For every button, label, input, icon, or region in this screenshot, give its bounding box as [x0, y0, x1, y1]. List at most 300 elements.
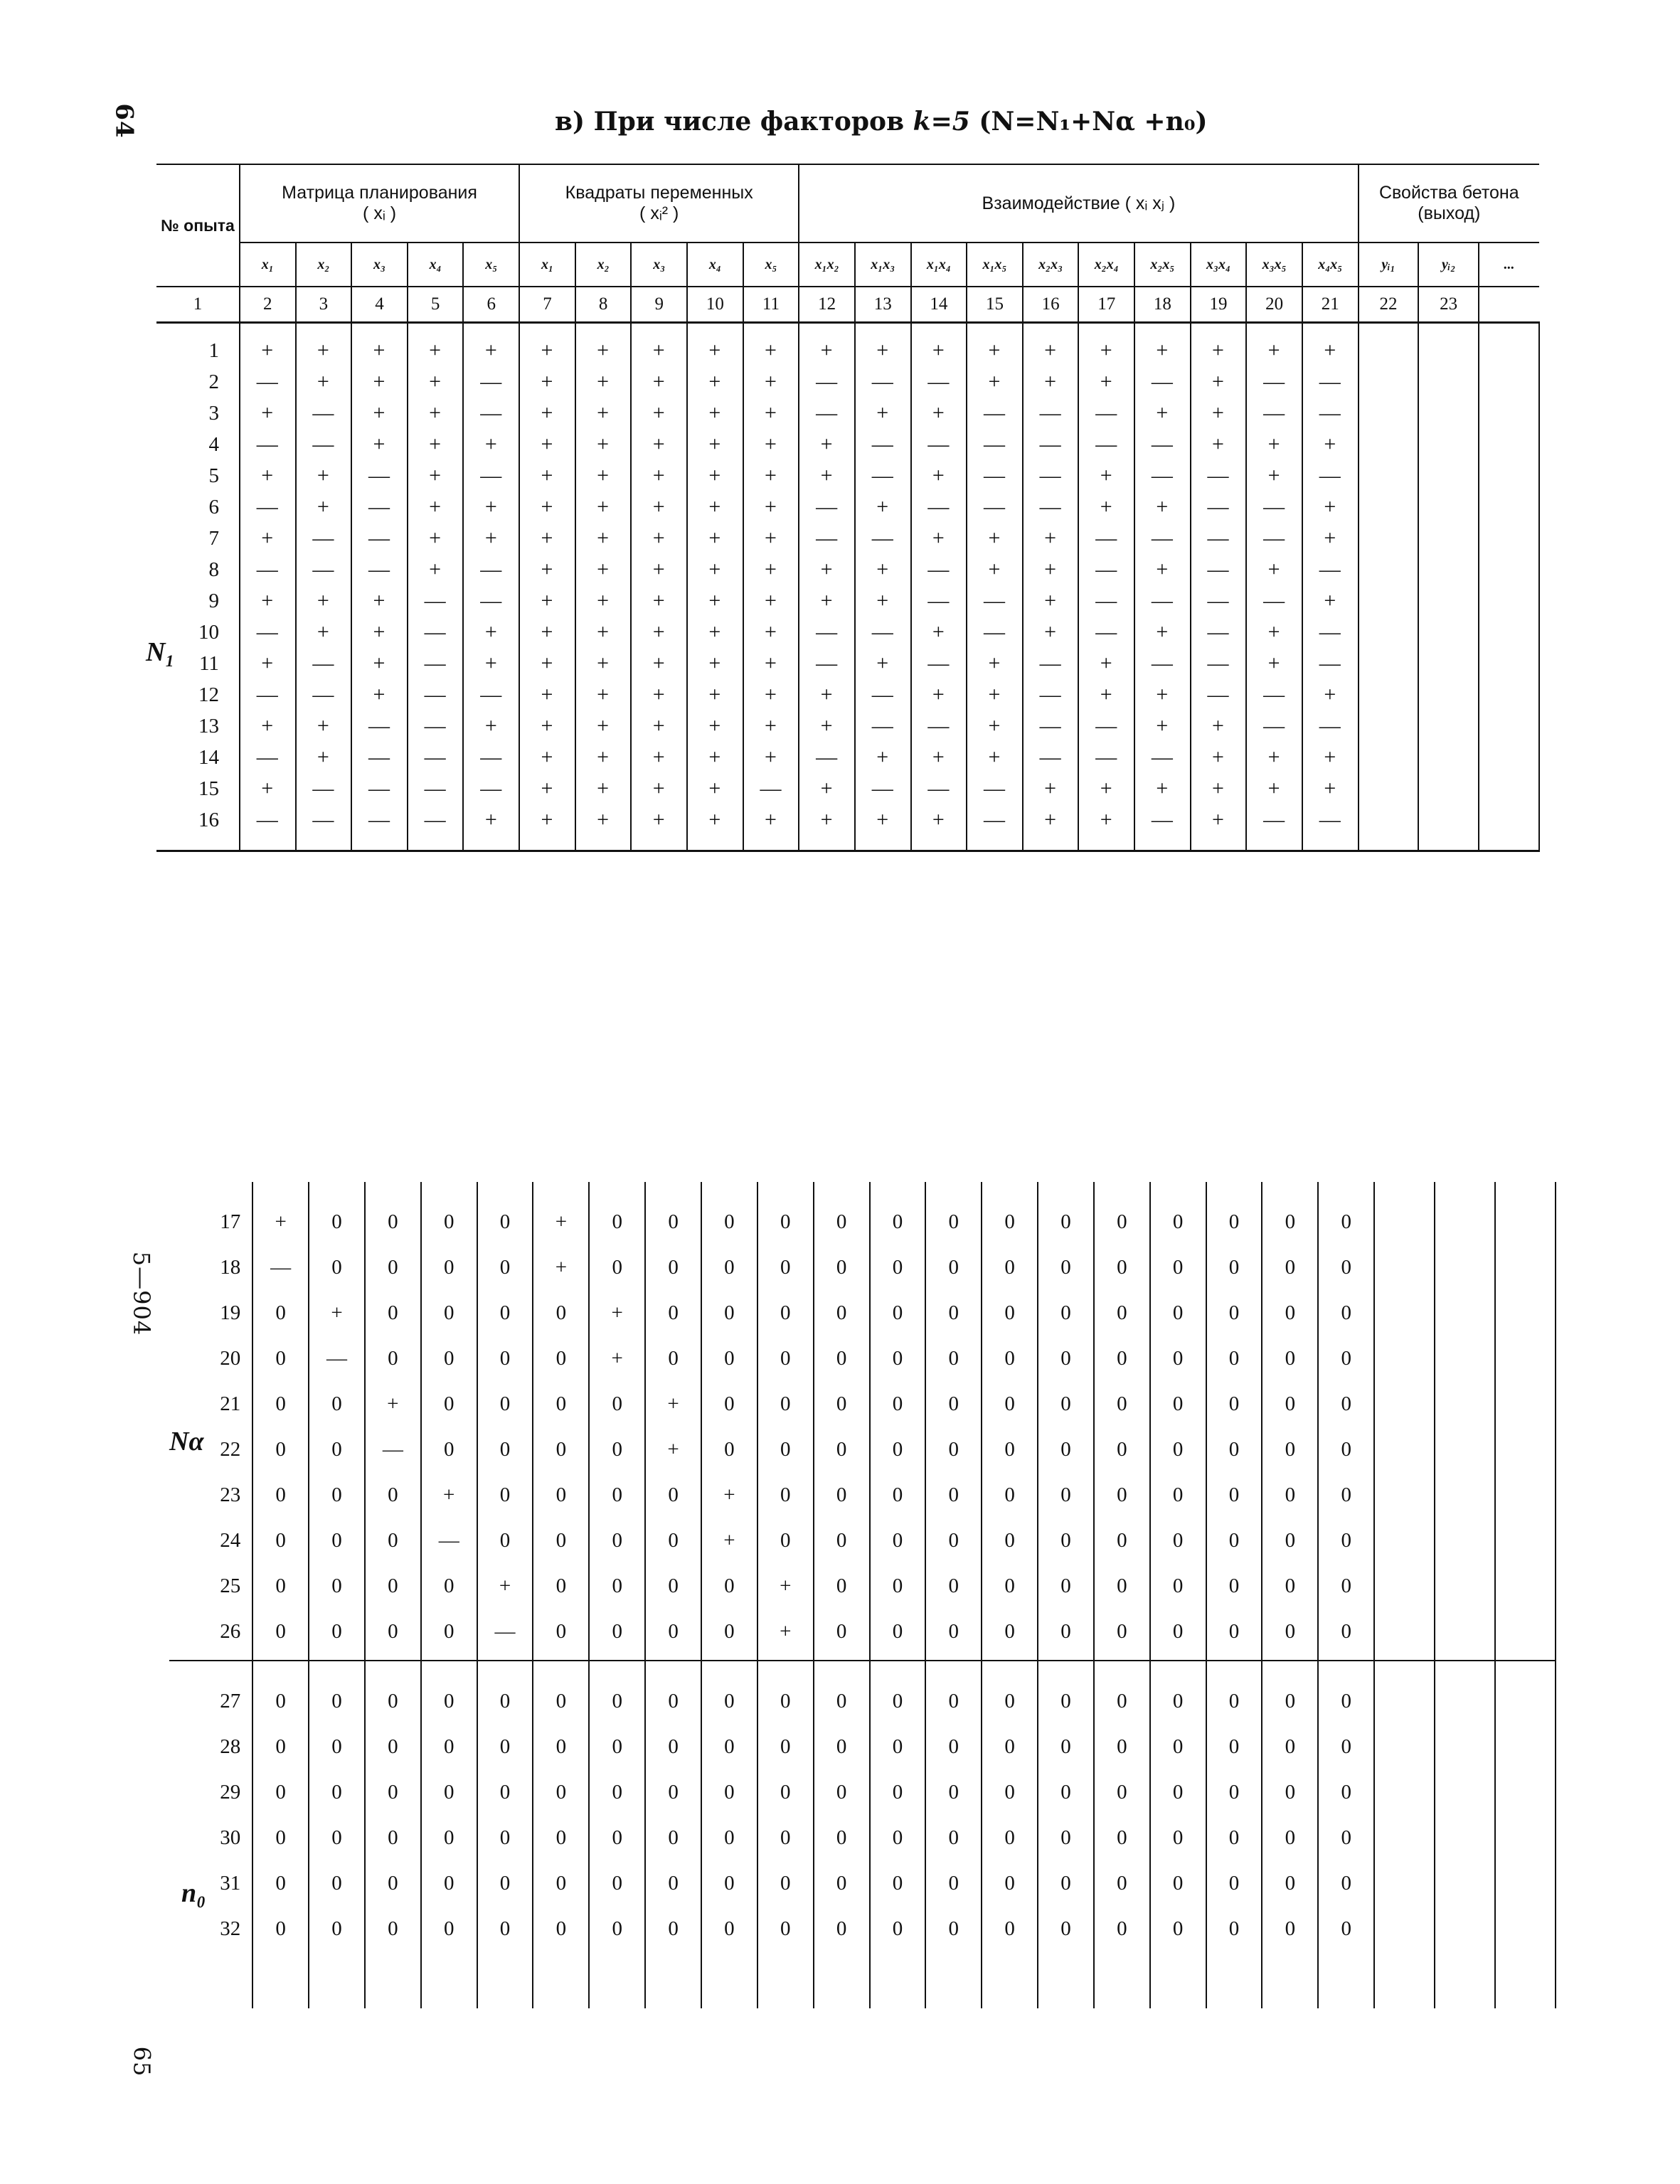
- matrix-cell: 0: [1262, 1381, 1318, 1427]
- output-cell: [1479, 429, 1539, 460]
- matrix-cell: 0: [533, 1336, 589, 1381]
- matrix-cell: +: [855, 585, 911, 617]
- lower-body: [169, 1182, 1556, 2008]
- matrix-cell: +: [519, 679, 575, 710]
- output-cell: [1479, 585, 1539, 617]
- matrix-cell: +: [575, 773, 632, 804]
- run-number-cell: 11: [156, 648, 240, 679]
- matrix-cell: —: [1302, 804, 1359, 836]
- matrix-cell: +: [855, 554, 911, 585]
- matrix-cell: +: [799, 335, 855, 366]
- matrix-cell: —: [967, 491, 1023, 523]
- matrix-cell: 0: [982, 1336, 1038, 1381]
- matrix-cell: +: [631, 804, 687, 836]
- matrix-cell: 0: [1262, 1815, 1318, 1860]
- output-cell: [1479, 679, 1539, 710]
- column-number-cell: 16: [1023, 287, 1079, 323]
- matrix-cell: 0: [421, 1336, 477, 1381]
- matrix-cell: +: [351, 617, 408, 648]
- matrix-cell: 0: [925, 1724, 982, 1769]
- matrix-cell: 0: [1038, 1563, 1094, 1609]
- matrix-cell: 0: [814, 1609, 870, 1654]
- matrix-cell: 0: [1318, 1381, 1374, 1427]
- matrix-cell: —: [351, 460, 408, 491]
- matrix-cell: +: [519, 491, 575, 523]
- run-header: № опыта: [156, 164, 240, 287]
- table-row: [169, 1724, 1556, 1769]
- matrix-cell: +: [1078, 335, 1134, 366]
- run-number-cell: 27: [169, 1678, 252, 1724]
- table-row: [156, 617, 1539, 648]
- matrix-cell: +: [408, 491, 464, 523]
- matrix-cell: +: [421, 1472, 477, 1518]
- matrix-cell: +: [408, 335, 464, 366]
- output-cell: [1418, 679, 1479, 710]
- table-row: [156, 773, 1539, 804]
- title-part-3: (N=N₁+Nα +n₀): [979, 107, 1208, 137]
- matrix-cell: 0: [309, 1609, 365, 1654]
- matrix-cell: 0: [252, 1860, 309, 1906]
- variable-name-cell: x₃: [631, 243, 687, 287]
- matrix-cell: 0: [870, 1860, 926, 1906]
- matrix-cell: +: [1246, 773, 1302, 804]
- output-cell: [1495, 1336, 1556, 1381]
- matrix-cell: 0: [1262, 1906, 1318, 1951]
- matrix-cell: 0: [589, 1245, 645, 1290]
- output-cell: [1359, 710, 1419, 742]
- matrix-cell: —: [1023, 710, 1079, 742]
- matrix-cell: 0: [309, 1563, 365, 1609]
- matrix-cell: 0: [365, 1769, 421, 1815]
- matrix-cell: 0: [252, 1678, 309, 1724]
- matrix-cell: +: [743, 491, 799, 523]
- matrix-cell: 0: [477, 1678, 533, 1724]
- matrix-cell: 0: [533, 1609, 589, 1654]
- matrix-cell: 0: [421, 1199, 477, 1245]
- matrix-cell: +: [1023, 554, 1079, 585]
- matrix-cell: +: [1134, 491, 1191, 523]
- matrix-cell: 0: [870, 1245, 926, 1290]
- matrix-cell: 0: [309, 1678, 365, 1724]
- variable-name-cell: x₄: [687, 243, 743, 287]
- matrix-cell: —: [408, 804, 464, 836]
- output-cell: [1435, 1860, 1495, 1906]
- group-label-n1: N₁: [146, 637, 175, 667]
- matrix-cell: 0: [925, 1906, 982, 1951]
- matrix-cell: 0: [1318, 1563, 1374, 1609]
- matrix-cell: +: [463, 710, 519, 742]
- matrix-cell: +: [631, 742, 687, 773]
- matrix-cell: +: [477, 1563, 533, 1609]
- matrix-cell: +: [799, 429, 855, 460]
- matrix-cell: +: [575, 554, 632, 585]
- matrix-cell: +: [687, 398, 743, 429]
- output-cell: [1418, 648, 1479, 679]
- variable-name-cell: x₃x₄: [1191, 243, 1247, 287]
- matrix-cell: 0: [925, 1336, 982, 1381]
- matrix-cell: 0: [1094, 1290, 1150, 1336]
- matrix-cell: 0: [365, 1724, 421, 1769]
- matrix-cell: 0: [870, 1609, 926, 1654]
- matrix-cell: 0: [982, 1427, 1038, 1472]
- matrix-cell: —: [1078, 523, 1134, 554]
- matrix-cell: +: [519, 398, 575, 429]
- matrix-cell: 0: [1150, 1769, 1206, 1815]
- matrix-cell: —: [240, 679, 296, 710]
- output-cell: [1418, 710, 1479, 742]
- matrix-cell: 0: [1150, 1609, 1206, 1654]
- matrix-cell: 0: [1094, 1678, 1150, 1724]
- output-cell: [1374, 1563, 1435, 1609]
- matrix-cell: +: [351, 335, 408, 366]
- output-cell: [1495, 1906, 1556, 1951]
- matrix-cell: 0: [1094, 1563, 1150, 1609]
- matrix-cell: —: [1023, 491, 1079, 523]
- matrix-cell: 0: [1038, 1860, 1094, 1906]
- output-cell: [1359, 491, 1419, 523]
- matrix-cell: +: [911, 679, 967, 710]
- matrix-cell: —: [421, 1518, 477, 1563]
- variable-name-cell: x₁x₄: [911, 243, 967, 287]
- run-number-cell: 24: [169, 1518, 252, 1563]
- matrix-cell: 0: [1318, 1860, 1374, 1906]
- matrix-cell: +: [575, 429, 632, 460]
- matrix-cell: +: [1246, 460, 1302, 491]
- matrix-cell: +: [855, 742, 911, 773]
- matrix-cell: 0: [589, 1518, 645, 1563]
- matrix-cell: —: [855, 773, 911, 804]
- matrix-cell: +: [1302, 523, 1359, 554]
- matrix-cell: —: [911, 366, 967, 398]
- matrix-cell: —: [855, 460, 911, 491]
- run-number-cell: 12: [156, 679, 240, 710]
- matrix-cell: 0: [1262, 1724, 1318, 1769]
- matrix-cell: 0: [533, 1815, 589, 1860]
- matrix-cell: +: [365, 1381, 421, 1427]
- matrix-cell: 0: [477, 1815, 533, 1860]
- matrix-cell: 0: [814, 1678, 870, 1724]
- squares-header-title: Квадраты переменных: [565, 183, 753, 203]
- table-row: [169, 1245, 1556, 1290]
- matrix-cell: 0: [925, 1815, 982, 1860]
- matrix-cell: 0: [589, 1427, 645, 1472]
- matrix-cell: 0: [757, 1724, 814, 1769]
- output-cell: [1495, 1860, 1556, 1906]
- table-row: [156, 648, 1539, 679]
- matrix-cell: 0: [701, 1427, 757, 1472]
- variable-name-cell: x₁x₅: [967, 243, 1023, 287]
- matrix-cell: 0: [309, 1381, 365, 1427]
- matrix-cell: —: [252, 1245, 309, 1290]
- matrix-cell: —: [240, 617, 296, 648]
- column-number-cell: 2: [240, 287, 296, 323]
- output-cell: [1435, 1199, 1495, 1245]
- table-row: [156, 804, 1539, 836]
- matrix-cell: +: [1246, 648, 1302, 679]
- column-number-cell: 17: [1078, 287, 1134, 323]
- table-row: [156, 429, 1539, 460]
- matrix-cell: —: [1134, 366, 1191, 398]
- matrix-cell: 0: [533, 1906, 589, 1951]
- matrix-cell: +: [687, 335, 743, 366]
- matrix-cell: 0: [814, 1860, 870, 1906]
- matrix-cell: 0: [757, 1427, 814, 1472]
- matrix-cell: 0: [1206, 1336, 1262, 1381]
- matrix-cell: —: [799, 366, 855, 398]
- matrix-cell: 0: [1262, 1678, 1318, 1724]
- matrix-cell: 0: [645, 1336, 701, 1381]
- matrix-cell: 0: [925, 1199, 982, 1245]
- output-cell: [1495, 1609, 1556, 1654]
- matrix-cell: 0: [645, 1815, 701, 1860]
- matrix-cell: +: [1134, 554, 1191, 585]
- matrix-cell: +: [1302, 585, 1359, 617]
- matrix-cell: —: [463, 742, 519, 773]
- matrix-cell: —: [911, 710, 967, 742]
- matrix-cell: +: [687, 773, 743, 804]
- table-row: [169, 1336, 1556, 1381]
- matrix-cell: +: [519, 366, 575, 398]
- matrix-cell: 0: [252, 1427, 309, 1472]
- matrix-cell: —: [463, 773, 519, 804]
- matrix-cell: 0: [421, 1860, 477, 1906]
- matrix-cell: 0: [1318, 1609, 1374, 1654]
- output-cell: [1479, 398, 1539, 429]
- matrix-cell: +: [687, 491, 743, 523]
- variable-name-row: [156, 243, 1539, 287]
- matrix-cell: 0: [757, 1245, 814, 1290]
- matrix-cell: +: [575, 679, 632, 710]
- matrix-cell: +: [1302, 429, 1359, 460]
- matrix-cell: +: [799, 804, 855, 836]
- matrix-cell: +: [1246, 742, 1302, 773]
- matrix-cell: 0: [870, 1563, 926, 1609]
- matrix-cell: 0: [1094, 1472, 1150, 1518]
- matrix-cell: 0: [925, 1245, 982, 1290]
- matrix-cell: 0: [701, 1815, 757, 1860]
- matrix-cell: 0: [870, 1724, 926, 1769]
- matrix-cell: 0: [645, 1678, 701, 1724]
- matrix-cell: +: [799, 460, 855, 491]
- matrix-cell: +: [519, 523, 575, 554]
- matrix-cell: 0: [1206, 1563, 1262, 1609]
- matrix-cell: +: [631, 773, 687, 804]
- matrix-cell: +: [1191, 773, 1247, 804]
- matrix-cell: 0: [982, 1609, 1038, 1654]
- matrix-cell: +: [351, 429, 408, 460]
- matrix-cell: +: [743, 366, 799, 398]
- run-number-cell: 6: [156, 491, 240, 523]
- matrix-cell: 0: [645, 1245, 701, 1290]
- output-cell: [1418, 460, 1479, 491]
- output-cell: [1435, 1381, 1495, 1427]
- matrix-cell: 0: [421, 1381, 477, 1427]
- matrix-cell: 0: [925, 1381, 982, 1427]
- run-number-cell: 20: [169, 1336, 252, 1381]
- matrix-cell: 0: [533, 1472, 589, 1518]
- matrix-cell: +: [1134, 710, 1191, 742]
- matrix-cell: —: [1023, 679, 1079, 710]
- matrix-cell: 0: [982, 1724, 1038, 1769]
- matrix-cell: +: [240, 648, 296, 679]
- matrix-cell: 0: [589, 1906, 645, 1951]
- matrix-cell: —: [240, 804, 296, 836]
- matrix-cell: —: [463, 679, 519, 710]
- matrix-cell: 0: [1038, 1245, 1094, 1290]
- matrix-cell: +: [967, 554, 1023, 585]
- matrix-cell: +: [519, 585, 575, 617]
- matrix-cell: 0: [645, 1906, 701, 1951]
- matrix-cell: +: [743, 710, 799, 742]
- matrix-cell: 0: [1262, 1245, 1318, 1290]
- matrix-cell: +: [687, 366, 743, 398]
- column-number-cell: 7: [519, 287, 575, 323]
- matrix-cell: +: [463, 617, 519, 648]
- matrix-cell: +: [967, 710, 1023, 742]
- matrix-cell: +: [1134, 617, 1191, 648]
- matrix-cell: +: [1023, 617, 1079, 648]
- matrix-cell: 0: [701, 1609, 757, 1654]
- matrix-cell: —: [1191, 460, 1247, 491]
- table-row: [169, 1815, 1556, 1860]
- output-cell: [1495, 1290, 1556, 1336]
- matrix-cell: 0: [645, 1472, 701, 1518]
- matrix-cell: —: [799, 617, 855, 648]
- matrix-cell: +: [1302, 491, 1359, 523]
- matrix-cell: 0: [1206, 1472, 1262, 1518]
- matrix-cell: —: [1191, 491, 1247, 523]
- matrix-cell: —: [408, 648, 464, 679]
- matrix-cell: +: [1023, 523, 1079, 554]
- matrix-cell: +: [687, 648, 743, 679]
- matrix-cell: +: [519, 429, 575, 460]
- output-cell: [1435, 1724, 1495, 1769]
- matrix-cell: 0: [1262, 1860, 1318, 1906]
- matrix-cell: —: [477, 1609, 533, 1654]
- matrix-cell: —: [351, 742, 408, 773]
- output-cell: [1418, 491, 1479, 523]
- matrix-cell: +: [911, 335, 967, 366]
- matrix-cell: +: [351, 679, 408, 710]
- output-cell: [1374, 1769, 1435, 1815]
- matrix-cell: +: [309, 1290, 365, 1336]
- matrix-cell: 0: [1150, 1815, 1206, 1860]
- output-cell: [1418, 773, 1479, 804]
- matrix-cell: +: [1191, 742, 1247, 773]
- variable-name-cell: x₁: [240, 243, 296, 287]
- matrix-cell: +: [799, 585, 855, 617]
- run-number-cell: 30: [169, 1815, 252, 1860]
- matrix-cell: +: [575, 523, 632, 554]
- table-row: [156, 491, 1539, 523]
- matrix-cell: 0: [1206, 1906, 1262, 1951]
- column-number-cell: 13: [855, 287, 911, 323]
- matrix-cell: +: [296, 585, 352, 617]
- output-cell: [1418, 585, 1479, 617]
- matrix-cell: —: [240, 554, 296, 585]
- table-row: [156, 523, 1539, 554]
- matrix-cell: 0: [1094, 1609, 1150, 1654]
- output-cell: [1418, 366, 1479, 398]
- matrix-cell: +: [687, 585, 743, 617]
- matrix-cell: 0: [701, 1769, 757, 1815]
- output-cell: [1479, 491, 1539, 523]
- matrix-cell: 0: [814, 1815, 870, 1860]
- matrix-cell: 0: [252, 1609, 309, 1654]
- output-cell: [1359, 460, 1419, 491]
- matrix-cell: +: [296, 366, 352, 398]
- spacer-row: [169, 1661, 1556, 1678]
- matrix-cell: 0: [1038, 1609, 1094, 1654]
- output-cell: [1435, 1245, 1495, 1290]
- matrix-cell: 0: [477, 1906, 533, 1951]
- matrix-cell: 0: [252, 1563, 309, 1609]
- output-cell: [1435, 1769, 1495, 1815]
- matrix-cell: —: [967, 460, 1023, 491]
- column-number-cell: 15: [967, 287, 1023, 323]
- table-row: [169, 1678, 1556, 1724]
- matrix-cell: +: [799, 710, 855, 742]
- matrix-cell: +: [687, 804, 743, 836]
- matrix-cell: 0: [1318, 1724, 1374, 1769]
- matrix-cell: 0: [421, 1906, 477, 1951]
- matrix-cell: 0: [365, 1563, 421, 1609]
- matrix-cell: 0: [1206, 1199, 1262, 1245]
- output-cell: [1418, 554, 1479, 585]
- matrix-cell: 0: [1262, 1336, 1318, 1381]
- column-number-cell: 22: [1359, 287, 1419, 323]
- matrix-cell: +: [631, 366, 687, 398]
- matrix-cell: —: [799, 742, 855, 773]
- matrix-cell: +: [687, 742, 743, 773]
- side-page-number-top: 64: [110, 103, 139, 139]
- output-cell: [1495, 1199, 1556, 1245]
- variable-name-cell: x₂x₅: [1134, 243, 1191, 287]
- matrix-cell: +: [631, 617, 687, 648]
- matrix-cell: 0: [252, 1290, 309, 1336]
- matrix-cell: 0: [365, 1815, 421, 1860]
- matrix-cell: +: [631, 679, 687, 710]
- matrix-cell: +: [1078, 804, 1134, 836]
- matrix-cell: +: [645, 1381, 701, 1427]
- matrix-cell: +: [1302, 679, 1359, 710]
- matrix-cell: 0: [1206, 1381, 1262, 1427]
- matrix-cell: +: [743, 742, 799, 773]
- matrix-cell: 0: [814, 1906, 870, 1951]
- matrix-cell: 0: [1150, 1381, 1206, 1427]
- matrix-cell: +: [743, 617, 799, 648]
- matrix-cell: 0: [757, 1815, 814, 1860]
- run-number-cell: 26: [169, 1609, 252, 1654]
- matrix-cell: 0: [757, 1678, 814, 1724]
- matrix-cell: +: [799, 773, 855, 804]
- matrix-cell: —: [1191, 679, 1247, 710]
- output-cell: [1479, 773, 1539, 804]
- matrix-cell: 0: [365, 1906, 421, 1951]
- matrix-cell: 0: [814, 1290, 870, 1336]
- matrix-cell: —: [240, 366, 296, 398]
- output-cell: [1418, 523, 1479, 554]
- matrix-cell: 0: [1318, 1769, 1374, 1815]
- matrix-cell: —: [296, 523, 352, 554]
- matrix-cell: +: [240, 523, 296, 554]
- group-label-n0: n₀: [181, 1878, 206, 1908]
- output-cell: [1479, 804, 1539, 836]
- column-number-cell: 20: [1246, 287, 1302, 323]
- matrix-cell: —: [1246, 804, 1302, 836]
- matrix-cell: 0: [870, 1290, 926, 1336]
- matrix-cell: —: [351, 491, 408, 523]
